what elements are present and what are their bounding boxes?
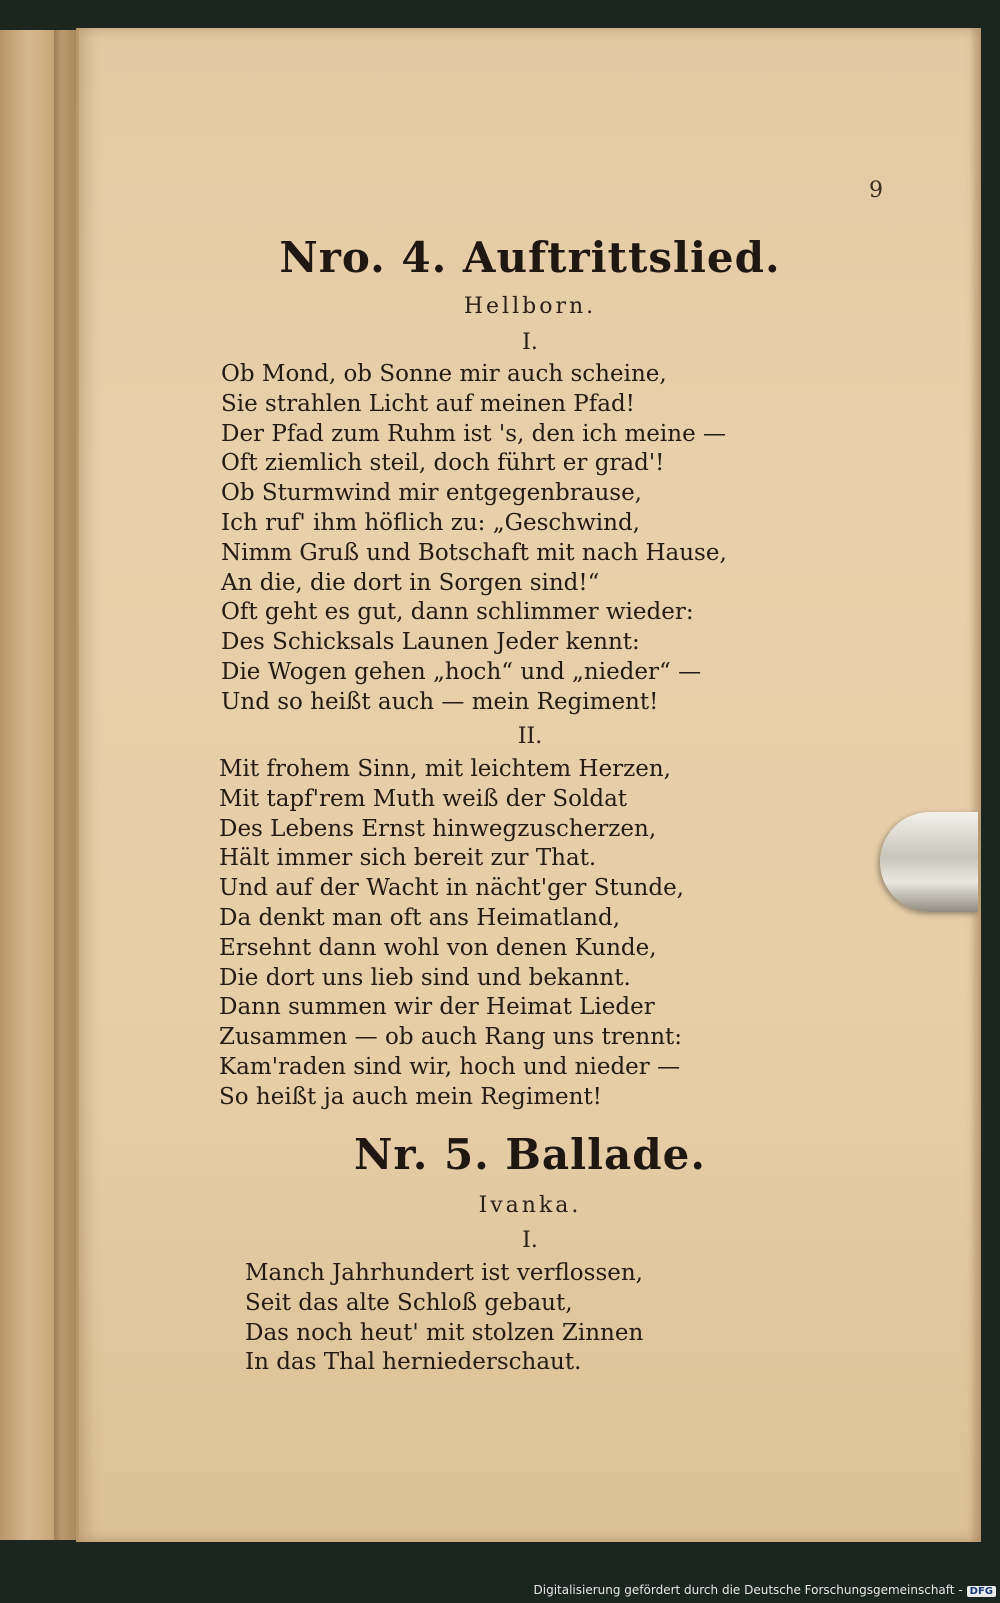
verse-line: Die Wogen gehen „hoch“ und „nieder“ — (221, 658, 702, 685)
song5-speaker: Ivanka. (478, 1193, 582, 1218)
metal-page-clip (880, 812, 978, 912)
verse-line: Des Lebens Ernst hinwegzuscherzen, (219, 815, 657, 842)
facing-page-edge (0, 30, 80, 1540)
verse-line: Manch Jahrhundert ist verflossen, (245, 1260, 643, 1286)
verse-line: Hält immer sich bereit zur That. (219, 845, 597, 872)
song5-verse1 (245, 1259, 643, 1378)
verse-line: In das Thal herniederschaut. (245, 1349, 582, 1376)
verse-line: Kam'raden sind wir, hoch und nieder — (219, 1053, 681, 1080)
song4-title: Nro. 4. Auftrittslied. (279, 233, 781, 282)
verse-line: Zusammen — ob auch Rang uns trennt: (219, 1024, 682, 1051)
song4-speaker: Hellborn. (463, 294, 597, 319)
verse-line: Der Pfad zum Ruhm ist 's, den ich meine — (221, 420, 727, 447)
song4-verse1 (221, 360, 727, 718)
verse-line: Die dort uns lieb sind und bekannt. (219, 964, 631, 991)
verse-line: Ob Sturmwind mir entgegenbrause, (221, 480, 642, 507)
verse-line: Mit tapf'rem Muth weiß der Soldat (219, 785, 628, 812)
digitization-credit (534, 1583, 997, 1597)
verse-line: Sie strahlen Licht auf meinen Pfad! (221, 390, 635, 417)
verse-line: So heißt ja auch mein Regiment! (219, 1083, 602, 1110)
verse-line: Und auf der Wacht in nächt'ger Stunde, (219, 875, 684, 902)
verse-line: Dann summen wir der Heimat Lieder (219, 994, 655, 1021)
song5-title: Nr. 5. Ballade. (354, 1130, 706, 1179)
song4-verse2-label: II. (517, 724, 543, 749)
verse-line: Da denkt man oft ans Heimatland, (219, 904, 621, 931)
verse-line: Oft ziemlich steil, doch führt er grad'! (221, 450, 665, 477)
dfg-logo-icon: DFG (967, 1586, 996, 1597)
verse-line: Oft geht es gut, dann schlimmer wieder: (221, 599, 694, 626)
book-page (76, 28, 981, 1542)
verse-line: Ich ruf' ihm höflich zu: „Geschwind, (221, 509, 640, 536)
song5-verse1-label: I. (522, 1228, 538, 1253)
song4-verse2 (219, 755, 684, 1113)
verse-line: Des Schicksals Launen Jeder kennt: (221, 629, 640, 656)
verse-line: Und so heißt auch — mein Regiment! (221, 688, 659, 715)
verse-line: Das noch heut' mit stolzen Zinnen (245, 1319, 644, 1346)
verse-line: Seit das alte Schloß gebaut, (245, 1289, 573, 1316)
verse-line: Mit frohem Sinn, mit leichtem Herzen, (219, 756, 671, 782)
page-number: 9 (869, 178, 883, 203)
verse-line: Ersehnt dann wohl von denen Kunde, (219, 934, 657, 961)
verse-line: An die, die dort in Sorgen sind!“ (221, 569, 600, 596)
song4-verse1-label: I. (522, 330, 538, 355)
credit-text: Digitalisierung gefördert durch die Deutsche Forschungsgemeinschaft - (533, 1583, 963, 1597)
verse-line: Nimm Gruß und Botschaft mit nach Hause, (221, 539, 727, 566)
verse-line: Ob Mond, ob Sonne mir auch scheine, (221, 361, 667, 387)
